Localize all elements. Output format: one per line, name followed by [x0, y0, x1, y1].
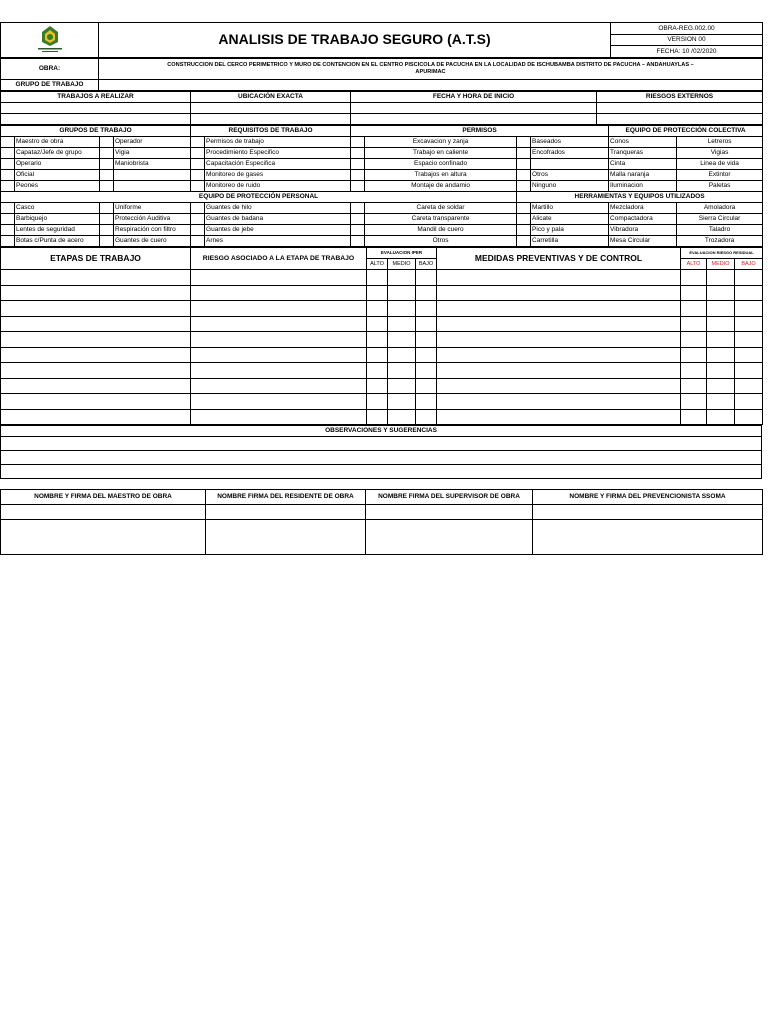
etapa-cell[interactable] [707, 301, 735, 317]
etapa-cell[interactable] [707, 347, 735, 363]
section1-item-label: Operario [15, 159, 100, 170]
section1-item-label: Excavacion y zanja [365, 137, 517, 148]
section2-item-label: Carretilla [531, 236, 609, 247]
etapa-cell[interactable] [388, 270, 416, 286]
section2-item-label: Guantes de cuero [114, 236, 191, 247]
section1-item-label: Vigia [114, 148, 191, 159]
etapa-row [1, 285, 763, 301]
obra-value [99, 59, 763, 80]
section2-item-label: Sierra Circular [677, 214, 763, 225]
etapa-cell[interactable] [681, 301, 707, 317]
residual-medio: MEDIO [707, 259, 735, 270]
section1-checkbox[interactable] [100, 148, 114, 159]
etapa-cell[interactable] [735, 332, 763, 348]
etapa-cell[interactable] [681, 394, 707, 410]
residual-alto: ALTO [681, 259, 707, 270]
iper-alto: ALTO [367, 259, 388, 270]
etapa-cell[interactable] [367, 409, 388, 425]
requisitos-header: REQUISITOS DE TRABAJO [191, 126, 351, 137]
section1-checkbox[interactable] [1, 137, 15, 148]
section1-item-label: Espacio confinado [365, 159, 517, 170]
section2-checkbox[interactable] [1, 236, 15, 247]
section2-item-label: Guantes de jebe [205, 225, 351, 236]
etapa-cell[interactable] [367, 270, 388, 286]
etapa-row [1, 363, 763, 379]
etapa-cell[interactable] [681, 316, 707, 332]
section2-row [1, 236, 763, 247]
etapa-cell[interactable] [1, 363, 191, 379]
etapa-cell[interactable] [1, 332, 191, 348]
etapa-cell[interactable] [416, 378, 437, 394]
etapa-cell[interactable] [437, 332, 681, 348]
section1-item-label: Operador [114, 137, 191, 148]
etapa-cell[interactable] [388, 285, 416, 301]
section2-item-label: Mandil de cuero [365, 225, 517, 236]
spacer [1, 479, 763, 490]
form-date: FECHA: 10 /02/2020 [611, 46, 763, 58]
etapa-cell[interactable] [388, 316, 416, 332]
etapa-cell[interactable] [437, 316, 681, 332]
etapa-cell[interactable] [735, 409, 763, 425]
observaciones-table [0, 425, 762, 479]
section2-item-label: Alicate [531, 214, 609, 225]
section2-checkbox[interactable] [191, 236, 205, 247]
section2-item-label: Careta transparente [365, 214, 517, 225]
epc-header: EQUIPO DE PROTECCIÓN COLECTIVA [609, 126, 763, 137]
section2-item-label: Lentes de seguridad [15, 225, 100, 236]
section2-checkbox[interactable] [351, 214, 365, 225]
section2-row [1, 203, 763, 214]
section1-checkbox[interactable] [100, 137, 114, 148]
etapa-row [1, 270, 763, 286]
grupo-trabajo-label: GRUPO DE TRABAJO [1, 80, 99, 91]
fecha-field[interactable] [351, 103, 597, 114]
section1-checkbox[interactable] [1, 170, 15, 181]
observacion-field[interactable] [1, 451, 762, 465]
etapa-cell[interactable] [707, 394, 735, 410]
section1-item-label: Procedimiento Especifico [205, 148, 351, 159]
etapa-cell[interactable] [191, 285, 367, 301]
etapa-cell[interactable] [735, 347, 763, 363]
section1-row [1, 170, 763, 181]
observacion-row [1, 451, 762, 465]
etapa-cell[interactable] [416, 363, 437, 379]
etapa-cell[interactable] [681, 270, 707, 286]
section1-item-label: Letreros [677, 137, 763, 148]
etapa-cell[interactable] [735, 316, 763, 332]
section1-item-label: Capacitación Especifica [205, 159, 351, 170]
etapa-row [1, 394, 763, 410]
fecha-header: FECHA Y HORA DE INICIO [351, 92, 597, 103]
section1-checkbox[interactable] [1, 159, 15, 170]
etapa-cell[interactable] [735, 270, 763, 286]
section1-item-label: Trabajo en caliente [365, 148, 517, 159]
section1-item-label: Linea de vida [677, 159, 763, 170]
logo [1, 23, 99, 58]
ubicacion-field-2[interactable] [191, 114, 351, 125]
section2-checkbox[interactable] [100, 214, 114, 225]
ubicacion-field[interactable] [191, 103, 351, 114]
etapa-cell[interactable] [681, 363, 707, 379]
etapa-cell[interactable] [191, 301, 367, 317]
section2-row [1, 225, 763, 236]
etapa-cell[interactable] [416, 394, 437, 410]
ubicacion-header: UBICACIÓN EXACTA [191, 92, 351, 103]
section1-item-label: Peones [15, 181, 100, 192]
trabajos-header: TRABAJOS A REALIZAR [1, 92, 191, 103]
riesgos-field[interactable] [597, 103, 763, 114]
section2-checkbox[interactable] [517, 214, 531, 225]
section2-checkbox[interactable] [100, 203, 114, 214]
section1-item-label: Monitoreo de gases [205, 170, 351, 181]
section1-item-label: Monitoreo de ruido [205, 181, 351, 192]
fecha-field-2[interactable] [351, 114, 597, 125]
etapa-cell[interactable] [367, 363, 388, 379]
signatures-table [0, 479, 763, 555]
obra-value-line1: CONSTRUCCION DEL CERCO PERIMETRICO Y MURO DE CONTENCION EN EL CENTRO PISCICOLA DE PACUCHA EN LA LOCALIDAD DE ISCHUBAMBA DISTRITO DE PACUCHA – ANDAHUAYLAS – [167, 62, 694, 69]
section2-item-label: Respiración con filtro [114, 225, 191, 236]
section2-item-label: Uniforme [114, 203, 191, 214]
section2-checkbox[interactable] [1, 203, 15, 214]
etapa-cell[interactable] [367, 394, 388, 410]
riesgos-field-2[interactable] [597, 114, 763, 125]
etapa-row [1, 301, 763, 317]
etapa-cell[interactable] [416, 316, 437, 332]
section1-item-label [531, 159, 609, 170]
etapa-cell[interactable] [191, 316, 367, 332]
etapa-cell[interactable] [735, 301, 763, 317]
permisos-header: PERMISOS [351, 126, 609, 137]
riesgos-header: RIESGOS EXTERNOS [597, 92, 763, 103]
etapa-cell[interactable] [735, 363, 763, 379]
section1-item-label: Iluminacion [609, 181, 677, 192]
etapa-cell[interactable] [191, 394, 367, 410]
section2-checkbox[interactable] [191, 225, 205, 236]
section1-item-label: Conos [609, 137, 677, 148]
etapa-row [1, 332, 763, 348]
section1-checkbox[interactable] [517, 159, 531, 170]
section1-item-label: Maniobrista [114, 159, 191, 170]
section1-item-label: Oficial [15, 170, 100, 181]
section1-checkbox[interactable] [351, 148, 365, 159]
section2-checkbox[interactable] [1, 225, 15, 236]
sig-maestro-label: NOMBRE Y FIRMA DEL MAESTRO DE OBRA [1, 490, 206, 505]
etapa-cell[interactable] [388, 301, 416, 317]
section1-item-label: Vigias [677, 148, 763, 159]
section1-checkbox[interactable] [191, 181, 205, 192]
section1-checkbox[interactable] [351, 159, 365, 170]
residual-bajo: BAJO [735, 259, 763, 270]
section1-checkbox[interactable] [351, 137, 365, 148]
observacion-row [1, 465, 762, 479]
etapa-cell[interactable] [707, 270, 735, 286]
form-title: ANALISIS DE TRABAJO SEGURO (A.T.S) [99, 23, 611, 58]
etapa-cell[interactable] [707, 285, 735, 301]
section1-row [1, 181, 763, 192]
etapa-cell[interactable] [681, 332, 707, 348]
etapa-cell[interactable] [735, 394, 763, 410]
iper-header: EVALUACION IPER [367, 248, 437, 259]
section1-item-label: Montaje de andamio [365, 181, 517, 192]
etapa-cell[interactable] [367, 347, 388, 363]
etapa-cell[interactable] [437, 301, 681, 317]
section1-item-label: Capataz/Jefe de grupo [15, 148, 100, 159]
etapa-cell[interactable] [735, 378, 763, 394]
section1-item-label: Otros [531, 170, 609, 181]
section1-item-label: Malla naranja [609, 170, 677, 181]
checklist-table [0, 125, 763, 247]
etapa-cell[interactable] [388, 347, 416, 363]
etapa-cell[interactable] [437, 409, 681, 425]
etapas-table [0, 247, 763, 425]
etapa-cell[interactable] [681, 409, 707, 425]
section2-checkbox[interactable] [191, 214, 205, 225]
etapa-cell[interactable] [437, 270, 681, 286]
etapa-row [1, 378, 763, 394]
etapa-cell[interactable] [1, 394, 191, 410]
etapa-cell[interactable] [707, 363, 735, 379]
section2-item-label: Barbiquejo [15, 214, 100, 225]
etapa-cell[interactable] [1, 316, 191, 332]
observacion-row [1, 437, 762, 451]
form-header [0, 22, 763, 58]
observacion-field[interactable] [1, 437, 762, 451]
etapa-cell[interactable] [367, 316, 388, 332]
obra-value-line2: APURIMAC [415, 69, 446, 75]
section2-item-label: Guantes de badana [205, 214, 351, 225]
etapa-cell[interactable] [1, 301, 191, 317]
section1-item-label [114, 170, 191, 181]
section2-item-label: Mesa Circular [609, 236, 677, 247]
sig-residente-label: NOMBRE FIRMA DEL RESIDENTE DE OBRA [206, 490, 366, 505]
etapa-cell[interactable] [416, 409, 437, 425]
etapa-cell[interactable] [437, 378, 681, 394]
etapa-cell[interactable] [191, 332, 367, 348]
section1-checkbox[interactable] [100, 159, 114, 170]
section1-checkbox[interactable] [351, 170, 365, 181]
section2-item-label: Compactadora [609, 214, 677, 225]
section1-checkbox[interactable] [191, 170, 205, 181]
etapa-cell[interactable] [191, 409, 367, 425]
grupo-trabajo-field[interactable] [99, 80, 763, 91]
etapa-cell[interactable] [1, 378, 191, 394]
sig-supervisor-name-field[interactable] [366, 505, 533, 520]
etapa-row [1, 316, 763, 332]
section1-item-label: Maestro de obra [15, 137, 100, 148]
section2-item-label: Protección Auditiva [114, 214, 191, 225]
section2-item-label: Botas c/Punta de acero [15, 236, 100, 247]
section2-checkbox[interactable] [351, 203, 365, 214]
medidas-header: MEDIDAS PREVENTIVAS Y DE CONTROL [437, 248, 681, 270]
form-code: OBRA-REG.002.00 [611, 23, 763, 35]
section1-item-label: Trabajos en altura [365, 170, 517, 181]
section1-row [1, 137, 763, 148]
riesgo-header: RIESGO ASOCIADO A LA ETAPA DE TRABAJO [191, 248, 367, 270]
sig-prevencionista-label: NOMBRE Y FIRMA DEL PREVENCIONISTA SSOMA [533, 490, 763, 505]
grupos-header: GRUPOS DE TRABAJO [1, 126, 191, 137]
etapa-cell[interactable] [681, 347, 707, 363]
iper-bajo: BAJO [416, 259, 437, 270]
section1-row [1, 159, 763, 170]
section2-item-label: Arnes [205, 236, 351, 247]
section1-item-label: Ninguno [531, 181, 609, 192]
section2-checkbox[interactable] [517, 236, 531, 247]
section2-checkbox[interactable] [517, 203, 531, 214]
section2-item-label: Taladro [677, 225, 763, 236]
section1-checkbox[interactable] [191, 137, 205, 148]
sig-residente-signature-field[interactable] [206, 520, 366, 555]
sig-supervisor-label: NOMBRE FIRMA DEL SUPERVISOR DE OBRA [366, 490, 533, 505]
section1-item-label [114, 181, 191, 192]
observaciones-header: OBSERVACIONES Y SUGERENCIAS [1, 426, 762, 437]
section2-item-label: Mezcladora [609, 203, 677, 214]
etapa-cell[interactable] [416, 270, 437, 286]
section1-checkbox[interactable] [517, 137, 531, 148]
ats-form [0, 22, 762, 555]
section2-checkbox[interactable] [517, 225, 531, 236]
section2-checkbox[interactable] [100, 225, 114, 236]
section2-item-label: Martillo [531, 203, 609, 214]
etapa-cell[interactable] [367, 301, 388, 317]
section2-item-label: Pico y pala [531, 225, 609, 236]
section1-checkbox[interactable] [191, 148, 205, 159]
section2-checkbox[interactable] [100, 236, 114, 247]
etapa-cell[interactable] [191, 347, 367, 363]
section2-item-label: Guantes de hilo [205, 203, 351, 214]
section1-checkbox[interactable] [1, 148, 15, 159]
iper-medio: MEDIO [388, 259, 416, 270]
etapa-cell[interactable] [437, 347, 681, 363]
etapa-cell[interactable] [1, 347, 191, 363]
etapa-row [1, 409, 763, 425]
section2-checkbox[interactable] [191, 203, 205, 214]
section1-checkbox[interactable] [100, 181, 114, 192]
etapa-cell[interactable] [416, 347, 437, 363]
section1-item-label: Encofrados [531, 148, 609, 159]
section2-item-label: Casco [15, 203, 100, 214]
section2-checkbox[interactable] [1, 214, 15, 225]
section1-item-label: Extintor [677, 170, 763, 181]
etapa-cell[interactable] [707, 332, 735, 348]
etapa-cell[interactable] [735, 285, 763, 301]
trabajos-field[interactable] [1, 103, 191, 114]
etapa-cell[interactable] [437, 394, 681, 410]
etapa-cell[interactable] [1, 270, 191, 286]
section2-item-label: Careta de soldar [365, 203, 517, 214]
etapa-cell[interactable] [707, 409, 735, 425]
section1-checkbox[interactable] [517, 148, 531, 159]
sig-residente-name-field[interactable] [206, 505, 366, 520]
sig-maestro-signature-field[interactable] [1, 520, 206, 555]
etapas-header: ETAPAS DE TRABAJO [1, 248, 191, 270]
epp-header: EQUIPO DE PROTECCIÓN PERSONAL [1, 192, 517, 203]
section1-item-label: Paletas [677, 181, 763, 192]
etapa-cell[interactable] [416, 332, 437, 348]
obra-label: OBRA: [1, 59, 99, 80]
sig-prevencionista-name-field[interactable] [533, 505, 763, 520]
section1-item-label: Cinta [609, 159, 677, 170]
obra-section [0, 58, 763, 91]
etapa-cell[interactable] [367, 285, 388, 301]
section1-checkbox[interactable] [517, 170, 531, 181]
sig-supervisor-signature-field[interactable] [366, 520, 533, 555]
etapa-cell[interactable] [416, 285, 437, 301]
section1-checkbox[interactable] [100, 170, 114, 181]
etapa-cell[interactable] [191, 270, 367, 286]
section2-item-label: Otros [365, 236, 517, 247]
section2-item-label: Amoladora [677, 203, 763, 214]
etapa-cell[interactable] [707, 378, 735, 394]
etapa-row [1, 347, 763, 363]
observacion-field[interactable] [1, 465, 762, 479]
etapa-cell[interactable] [388, 332, 416, 348]
info-table [0, 91, 763, 125]
etapa-cell[interactable] [416, 301, 437, 317]
section1-checkbox[interactable] [351, 181, 365, 192]
etapa-cell[interactable] [681, 285, 707, 301]
herramientas-header: HERRAMIENTAS Y EQUIPOS UTILIZADOS [517, 192, 763, 203]
section1-row [1, 148, 763, 159]
section1-item-label: Permisos de trabajo [205, 137, 351, 148]
form-version: VERSION 00 [611, 34, 763, 46]
section1-checkbox[interactable] [1, 181, 15, 192]
emblem-icon [30, 24, 70, 54]
section2-row [1, 214, 763, 225]
etapa-cell[interactable] [388, 363, 416, 379]
etapa-cell[interactable] [437, 285, 681, 301]
section1-item-label: Baseados [531, 137, 609, 148]
trabajos-field-2[interactable] [1, 114, 191, 125]
sig-maestro-name-field[interactable] [1, 505, 206, 520]
etapa-cell[interactable] [191, 378, 367, 394]
etapa-cell[interactable] [437, 363, 681, 379]
etapa-cell[interactable] [367, 332, 388, 348]
section2-checkbox[interactable] [351, 225, 365, 236]
etapa-cell[interactable] [191, 363, 367, 379]
section1-checkbox[interactable] [191, 159, 205, 170]
etapa-cell[interactable] [1, 409, 191, 425]
section2-item-label: Trozadora [677, 236, 763, 247]
section1-checkbox[interactable] [517, 181, 531, 192]
etapa-cell[interactable] [1, 285, 191, 301]
etapa-cell[interactable] [388, 409, 416, 425]
section1-item-label: Tranqueras [609, 148, 677, 159]
sig-prevencionista-signature-field[interactable] [533, 520, 763, 555]
residual-header: EVALUACION RIESGO RESIDUAL [681, 248, 763, 259]
etapa-cell[interactable] [707, 316, 735, 332]
etapa-cell[interactable] [388, 394, 416, 410]
etapa-cell[interactable] [681, 378, 707, 394]
etapa-cell[interactable] [388, 378, 416, 394]
section2-checkbox[interactable] [351, 236, 365, 247]
etapa-cell[interactable] [367, 378, 388, 394]
section2-item-label: Vibradora [609, 225, 677, 236]
